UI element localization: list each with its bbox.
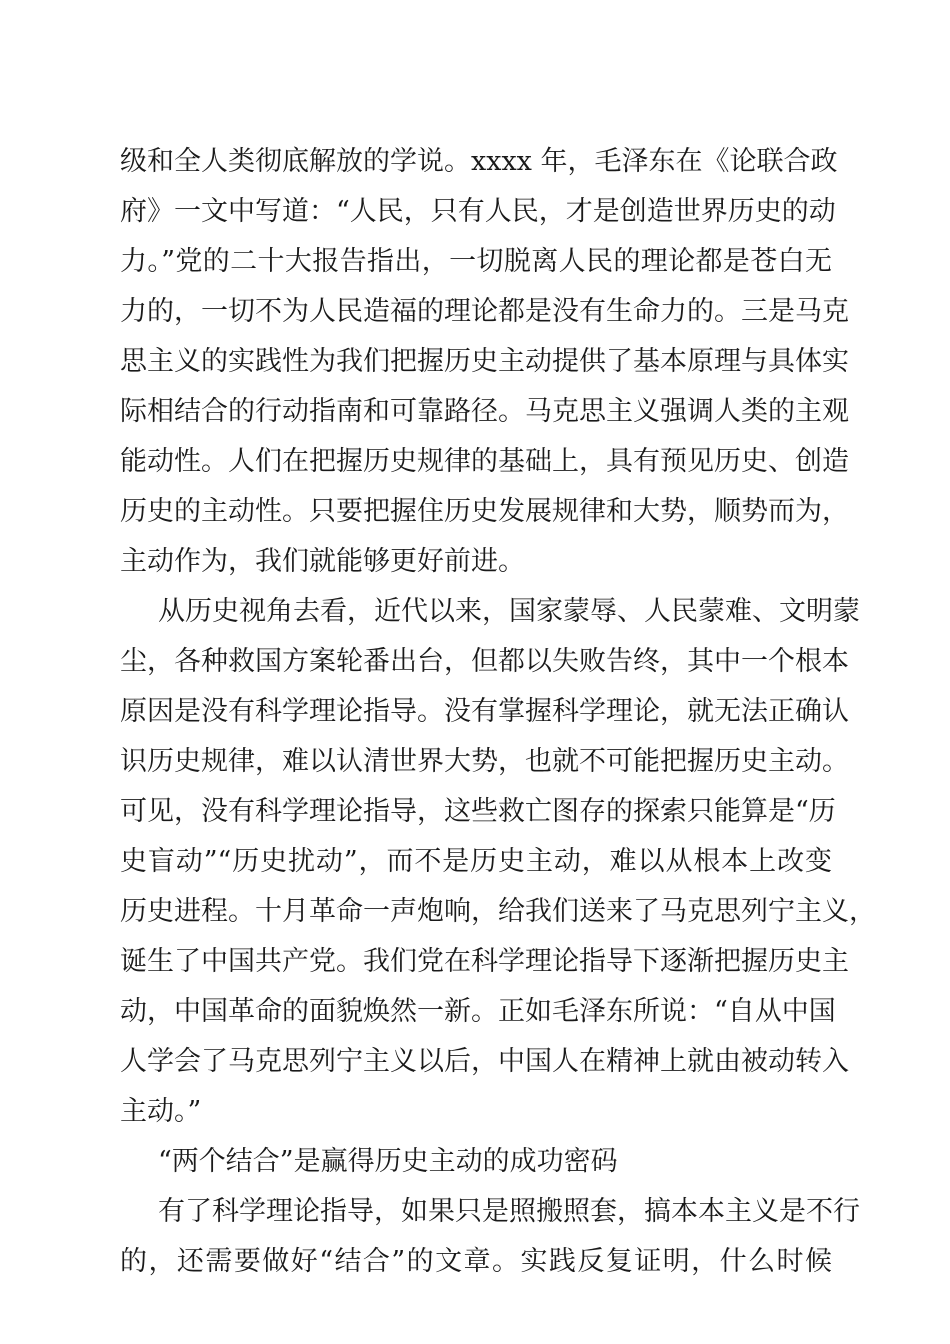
text-line-10: 从历史视角去看，近代以来，国家蒙辱、人民蒙难、文明蒙	[158, 596, 860, 627]
text-line-13: 识历史规律，难以认清世界大势，也就不可能把握历史主动。	[120, 746, 849, 777]
text-line-2: 府》一文中写道：“人民，只有人民，才是创造世界历史的动	[120, 196, 836, 227]
text-line-9: 主动作为，我们就能够更好前进。	[120, 546, 525, 577]
text-line-17: 诞生了中国共产党。我们党在科学理论指导下逐渐把握历史主	[120, 946, 849, 977]
text-line-12: 原因是没有科学理论指导。没有掌握科学理论，就无法正确认	[120, 696, 849, 727]
text-line-5: 思主义的实践性为我们把握历史主动提供了基本原理与具体实	[120, 346, 849, 377]
text-line-3: 力。”党的二十大报告指出，一切脱离人民的理论都是苍白无	[120, 246, 832, 277]
text-line-19: 人学会了马克思列宁主义以后，中国人在精神上就由被动转入	[120, 1046, 849, 1077]
text-line-14: 可见，没有科学理论指导，这些救亡图存的探索只能算是“历	[120, 796, 836, 827]
text-line-11: 尘，各种救国方案轮番出台，但都以失败告终，其中一个根本	[120, 646, 849, 677]
section-heading: “两个结合”是赢得历史主动的成功密码	[158, 1146, 618, 1177]
text-line-7: 能动性。人们在把握历史规律的基础上，具有预见历史、创造	[120, 446, 849, 477]
text-line-20: 主动。”	[120, 1096, 202, 1127]
text-line-22: 有了科学理论指导，如果只是照搬照套，搞本本主义是不行	[158, 1196, 860, 1227]
text-line-16: 历史进程。十月革命一声炮响，给我们送来了马克思列宁主义，	[120, 896, 876, 927]
text-line-6: 际相结合的行动指南和可靠路径。马克思主义强调人类的主观	[120, 396, 849, 427]
text-line-4: 力的，一切不为人民造福的理论都是没有生命力的。三是马克	[120, 296, 849, 327]
text-line-15: 史盲动”“历史扰动”，而不是历史主动，难以从根本上改变	[120, 846, 832, 877]
text-line-18: 动，中国革命的面貌焕然一新。正如毛泽东所说：“自从中国	[120, 996, 836, 1027]
text-line-8: 历史的主动性。只要把握住历史发展规律和大势，顺势而为，	[120, 496, 849, 527]
text-line-23: 的，还需要做好“结合”的文章。实践反复证明，什么时候	[120, 1246, 832, 1277]
text-line-1: 级和全人类彻底解放的学说。xxxx 年，毛泽东在《论联合政	[120, 146, 838, 177]
